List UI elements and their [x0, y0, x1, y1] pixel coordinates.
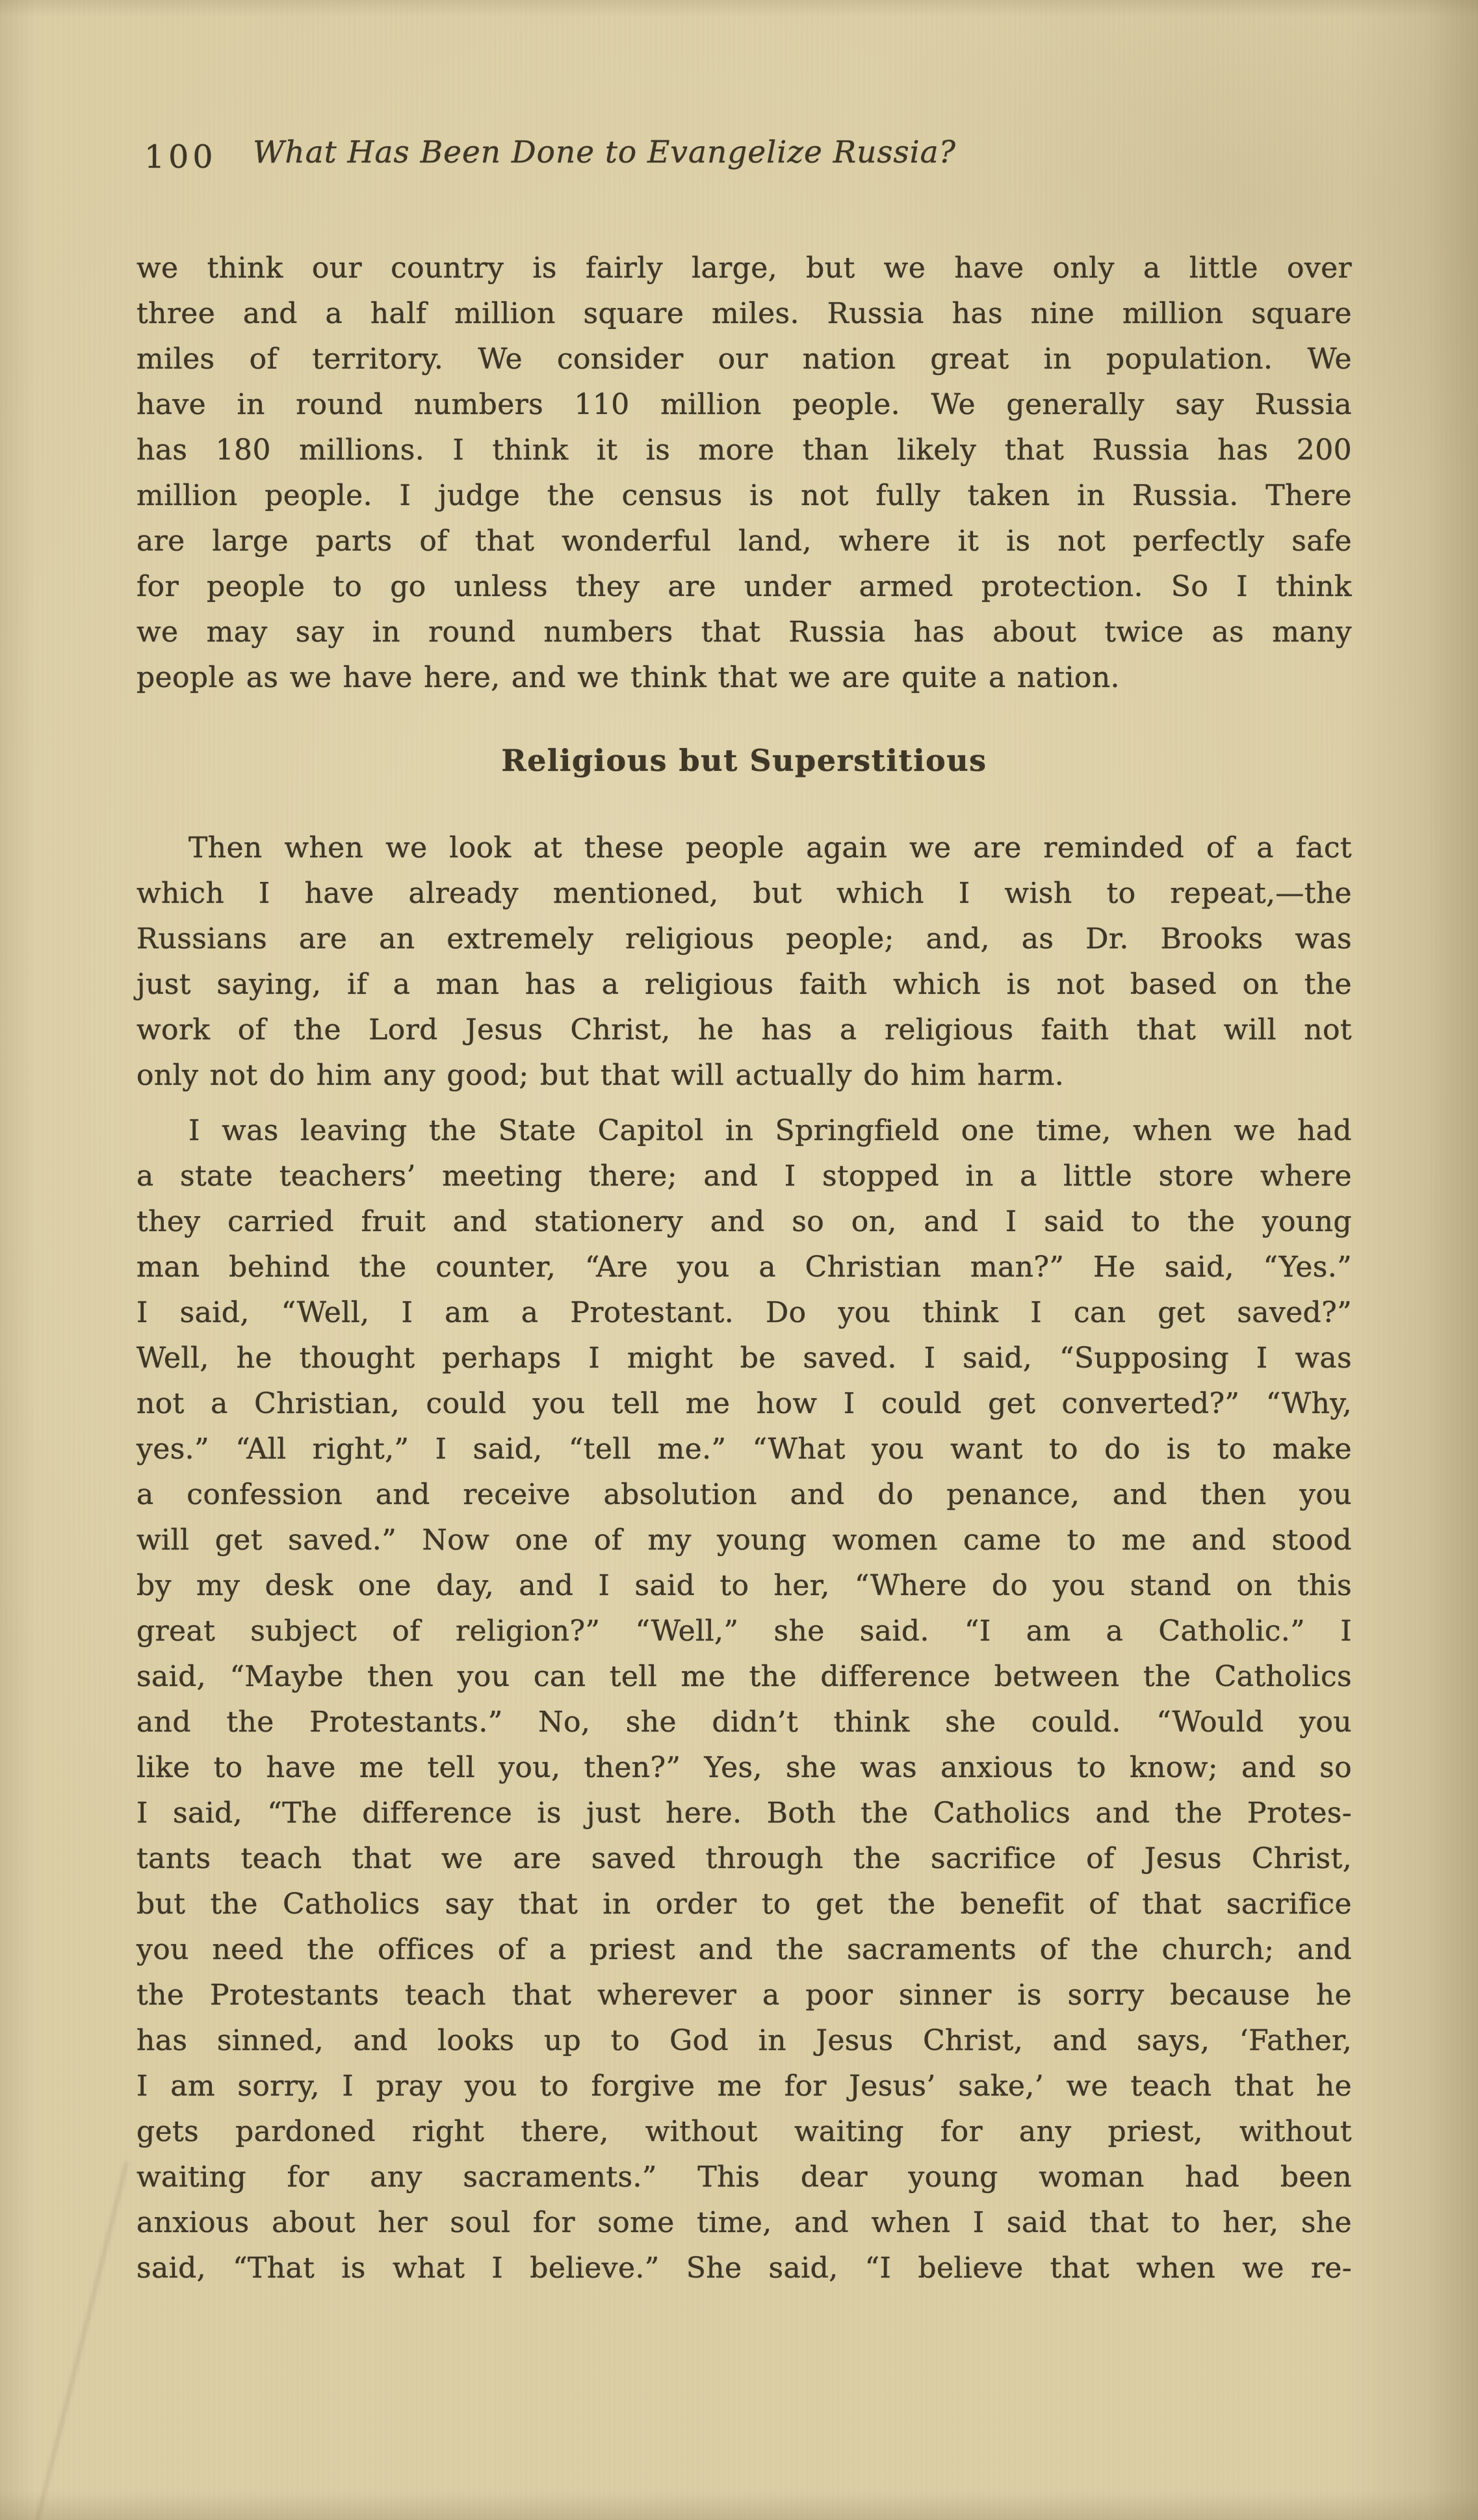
- text-line: you need the offices of a priest and the sacraments of the church; and: [136, 1933, 1352, 1966]
- text-line: a confession and receive absolution and do penance, and then you: [136, 1478, 1352, 1511]
- paragraph-springfield-story: [136, 1108, 1352, 2291]
- text-line: waiting for any sacraments.” This dear young woman had been: [136, 2161, 1352, 2194]
- text-line: anxious about her soul for some time, and when I said that to her, she: [136, 2206, 1352, 2239]
- text-line: miles of territory. We consider our nation great in population. We: [136, 343, 1352, 376]
- text-line: gets pardoned right there, without waiting for any priest, without: [136, 2115, 1352, 2148]
- paragraph-religious-people: [136, 825, 1352, 1098]
- text-line: people as we have here, and we think that we are quite a nation.: [136, 661, 1120, 694]
- section-heading: Religious but Superstitious: [501, 743, 987, 778]
- text-line: and the Protestants.” No, she didn’t think she could. “Would you: [136, 1706, 1352, 1739]
- text-line: the Protestants teach that wherever a poor sinner is sorry because he: [136, 1979, 1352, 2012]
- paragraph-continuation: [136, 246, 1352, 701]
- text-line: a state teachers’ meeting there; and I stopped in a little store where: [136, 1160, 1352, 1193]
- text-line: yes.” “All right,” I said, “tell me.” “What you want to do is to make: [136, 1433, 1352, 1466]
- paper-crease: [28, 2162, 128, 2520]
- text-line: have in round numbers 110 million people. We generally say Russia: [136, 388, 1352, 421]
- text-line: three and a half million square miles. Russia has nine million square: [136, 297, 1352, 330]
- text-line: which I have already mentioned, but which I wish to repeat,—the: [136, 877, 1352, 910]
- text-line: I said, “The difference is just here. Both the Catholics and the Protes-: [136, 1797, 1352, 1830]
- text-line: Well, he thought perhaps I might be saved. I said, “Supposing I was: [136, 1342, 1352, 1375]
- text-line: has 180 millions. I think it is more than likely that Russia has 200: [136, 434, 1352, 467]
- text-line: Russians are an extremely religious people; and, as Dr. Brooks was: [136, 922, 1352, 955]
- text-line: said, “That is what I believe.” She said, “I believe that when we re-: [136, 2252, 1352, 2285]
- text-line: just saying, if a man has a religious faith which is not based on the: [136, 968, 1352, 1001]
- text-line: not a Christian, could you tell me how I could get converted?” “Why,: [136, 1387, 1352, 1420]
- text-line: great subject of religion?” “Well,” she said. “I am a Catholic.” I: [136, 1615, 1352, 1648]
- text-line: Then when we look at these people again we are reminded of a fact: [188, 831, 1352, 864]
- text-line: million people. I judge the census is not fully taken in Russia. There: [136, 479, 1352, 512]
- text-line: said, “Maybe then you can tell me the difference between the Catholics: [136, 1660, 1352, 1693]
- text-line: I was leaving the State Capitol in Springfield one time, when we had: [188, 1114, 1352, 1147]
- running-head: [136, 133, 1352, 192]
- page-text-block: [136, 246, 1352, 2291]
- text-line: tants teach that we are saved through the sacrifice of Jesus Christ,: [136, 1842, 1352, 1875]
- text-line: only not do him any good; but that will actually do him harm.: [136, 1059, 1065, 1092]
- text-line: like to have me tell you, then?” Yes, she was anxious to know; and so: [136, 1751, 1352, 1784]
- running-title: What Has Been Done to Evangelize Russia?: [253, 135, 956, 170]
- text-line: we think our country is fairly large, but we have only a little over: [136, 252, 1352, 285]
- text-line: has sinned, and looks up to God in Jesus Christ, and says, ‘Father,: [136, 2024, 1352, 2057]
- text-line: work of the Lord Jesus Christ, he has a religious faith that will not: [136, 1013, 1352, 1046]
- text-line: but the Catholics say that in order to get the benefit of that sacrifice: [136, 1888, 1352, 1921]
- text-line: man behind the counter, “Are you a Christian man?” He said, “Yes.”: [136, 1251, 1352, 1284]
- text-line: we may say in round numbers that Russia has about twice as many: [136, 616, 1352, 649]
- text-line: are large parts of that wonderful land, where it is not perfectly safe: [136, 525, 1352, 558]
- text-line: for people to go unless they are under armed protection. So I think: [136, 570, 1352, 603]
- text-line: by my desk one day, and I said to her, “Where do you stand on this: [136, 1569, 1352, 1602]
- text-line: I am sorry, I pray you to forgive me for Jesus’ sake,’ we teach that he: [136, 2070, 1352, 2103]
- text-line: they carried fruit and stationery and so on, and I said to the young: [136, 1205, 1352, 1238]
- text-line: I said, “Well, I am a Protestant. Do you think I can get saved?”: [136, 1296, 1352, 1329]
- text-line: will get saved.” Now one of my young women came to me and stood: [136, 1524, 1352, 1557]
- page-number: 100: [144, 138, 217, 175]
